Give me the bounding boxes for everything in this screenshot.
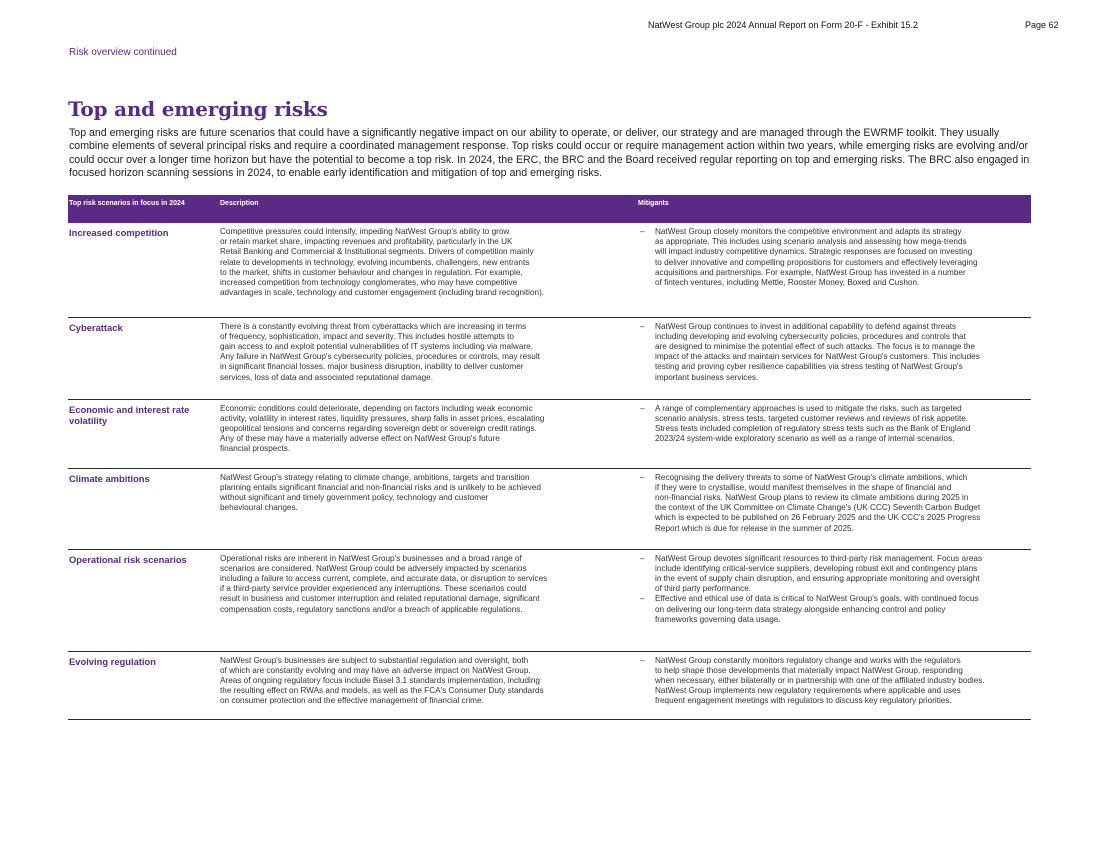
table-row bbox=[68, 549, 1031, 651]
mitigant-item: – NatWest Group devotes significant resources to third-party risk management. Focus areas include identifying critical-service suppliers, developing robust exit and contingency plans in the event of supply chain disruption, and ensuring appropriate monitoring and oversight of third party performance. bbox=[638, 554, 1029, 595]
page-number: Page 62 bbox=[1025, 20, 1059, 30]
page-title: Top and emerging risks bbox=[68, 97, 328, 121]
mitigant-item: – Recognising the delivery threats to some of NatWest Group's climate ambitions, which if they were to crystallise, would manifest themselves in the shape of financial and non-financial risks. NatWest Group plans to review its climate ambitions during 2025 in the context of the UK Committee on Climate Change's (UK CCC) Seventh Carbon Budget which is expected to be published on 26 February 2025 and the UK CCC's 2025 Progress Report which is due for release in the summer of 2025. bbox=[638, 473, 1029, 534]
risk-description bbox=[219, 549, 637, 651]
section-label: Risk overview continued bbox=[69, 47, 177, 58]
risk-name: Climate ambitions bbox=[68, 468, 219, 549]
risk-name: Operational risk scenarios bbox=[68, 549, 219, 651]
header-risk: Top risk scenarios in focus in 2024 bbox=[68, 195, 219, 223]
header-mitigants: Mitigants bbox=[637, 195, 1031, 223]
description-text: There is a constantly evolving threat from cyberattacks which are increasing in terms of frequency, sophistication, impact and severity. This includes hostile attempts to gain access to and exploit potential vulnerabilities of IT systems including via malware. Any failure in NatWest Group's cybersecurity policies, procedures or controls, may result in significant financial losses, major business disruption, inability to deliver customer services, loss of data and associated reputational damage. bbox=[220, 321, 540, 382]
risk-name: Cyberattack bbox=[68, 317, 219, 399]
description-text: NatWest Group's businesses are subject to substantial regulation and oversight, both of which are constantly evolving and may have an adverse impact on NatWest Group. Areas of ongoing regulatory focus include Basel 3.1 standards implementation, including the resulting effect on RWAs and models, as well as the FCA's Consumer Duty standards on consumer protection and the effective management of financial crime. bbox=[220, 655, 544, 706]
risk-mitigants bbox=[637, 317, 1031, 399]
risk-description bbox=[219, 317, 637, 399]
table-row bbox=[68, 468, 1031, 549]
header-description: Description bbox=[219, 195, 637, 223]
mitigant-item: – Effective and ethical use of data is critical to NatWest Group's goals, with continued focus on delivering our long-term data strategy alongside enhancing control and policy frameworks governing data usage. bbox=[638, 594, 1029, 625]
risk-mitigants bbox=[637, 651, 1031, 719]
description-text: Economic conditions could deteriorate, depending on factors including weak economic activity, volatility in interest rates, liquidity pressures, sharp falls in asset prices, escalating geopolitical tensions and concerns regarding sovereign debt or sovereign credit ratings. Any of these may have a materially adverse effect on NatWest Group's future financial prospects. bbox=[220, 403, 545, 454]
mitigant-item: – A range of complementary approaches is used to mitigate the risks, such as targeted scenario analysis, stress tests, targeted customer reviews and reviews of risk appetite. Stress tests included completion of regulatory stress tests such as the Bank of England 2023/24 system-wide exploratory scenario as well as a range of internal scenarios. bbox=[638, 404, 1029, 445]
risk-mitigants bbox=[637, 223, 1031, 317]
description-text: NatWest Group's strategy relating to climate change, ambitions, targets and transition planning entails significant financial and non-financial risks and is unlikely to be achieved without significant and timely government policy, technology and customer behavioural changes. bbox=[220, 472, 541, 513]
risk-description bbox=[219, 223, 637, 317]
risk-name: Economic and interest rate volatility bbox=[68, 399, 219, 468]
mitigant-item: – NatWest Group continues to invest in additional capability to defend against threats including developing and evolving cybersecurity policies, procedures and controls that are designed to minimise the potential effect of such attacks. The focus is to manage the impact of the attacks and maintain services for NatWest Group's customers. This includes testing and proving cyber resilience capabilities via stress testing of NatWest Group's important business services. bbox=[638, 322, 1029, 383]
intro-paragraph: Top and emerging risks are future scenarios that could have a significantly negative impact on our ability to operate, or deliver, our strategy and are managed through the EWRMF toolkit. They usually combine elements of several principal risks and require a coordinated management response. Top risks could occur or require management action within two years, while emerging risks are evolving and/or could occur over a longer time horizon but have the potential to become a top risk. In 2024, the ERC, the BRC and the Board received regular reporting on top and emerging risks. The BRC also engaged in focused horizon scanning sessions in 2024, to enable early identification and mitigation of top and emerging risks. bbox=[69, 127, 1030, 179]
table-row bbox=[68, 651, 1031, 719]
table-header-row bbox=[68, 195, 1031, 223]
risks-table bbox=[68, 195, 1031, 720]
risk-name: Increased competition bbox=[68, 223, 219, 317]
risk-description bbox=[219, 651, 637, 719]
risk-description bbox=[219, 399, 637, 468]
mitigant-item: – NatWest Group closely monitors the competitive environment and adapts its strategy as appropriate. This includes using scenario analysis and assessing how mega-trends will impact industry competitive dynamics. Strategic responses are focused on investing to deliver innovative and compelling propositions for customers and effectively leveraging acquisitions and partnerships. For example, NatWest Group has invested in a number of fintech ventures, including Mettle, Rooster Money, Boxed and Cushon. bbox=[638, 227, 1029, 288]
risk-name: Evolving regulation bbox=[68, 651, 219, 719]
risk-mitigants bbox=[637, 549, 1031, 651]
report-header-title: NatWest Group plc 2024 Annual Report on Form 20-F - Exhibit 15.2 bbox=[648, 20, 918, 30]
risk-description bbox=[219, 468, 637, 549]
risk-mitigants bbox=[637, 468, 1031, 549]
table-row bbox=[68, 223, 1031, 317]
table-row bbox=[68, 399, 1031, 468]
description-text: Competitive pressures could intensify, impeding NatWest Group's ability to grow or retain market share, impacting revenues and profitability, particularly in the UK Retail Banking and Commercial & Institutional segments. Drivers of competition mainly relate to developments in technology, evolving incumbents, challengers, new entrants to the market, shifts in customer behaviour and changes in regulation. For example, increased competition from technology conglomerates, who may have competitive advantages in scale, technology and customer engagement (including brand recognition). bbox=[220, 227, 545, 298]
mitigant-item: – NatWest Group constantly monitors regulatory change and works with the regulators to help shape those developments that materially impact NatWest Group, responding when necessary, either bilaterally or in partnership with one of the affiliated industry bodies. NatWest Group implements new regulatory requirements where applicable and uses frequent engagement meetings with regulators to discuss key regulatory priorities. bbox=[638, 656, 1029, 707]
risk-mitigants bbox=[637, 399, 1031, 468]
table-row bbox=[68, 317, 1031, 399]
description-text: Operational risks are inherent in NatWest Group's businesses and a broad range of scenarios are considered. NatWest Group could be adversely impacted by scenarios including a failure to access current, complete, and accurate data, or disruption to services if a third-party service provider experienced any interruptions. These scenarios could result in business and customer interruption and related reputational damage, significant compensation costs, regulatory sanctions and/or a breach of applicable regulations. bbox=[220, 553, 548, 614]
